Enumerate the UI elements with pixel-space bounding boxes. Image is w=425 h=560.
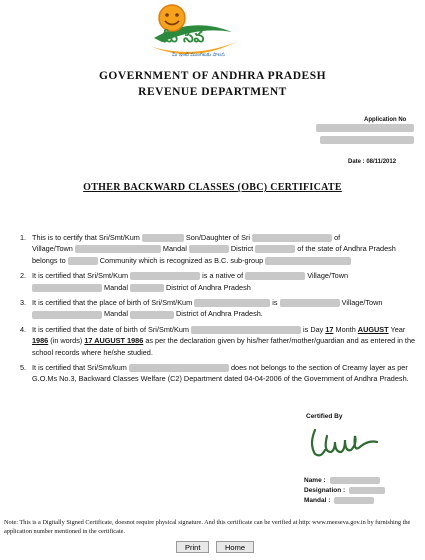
name-field [304,476,385,486]
p2-text: Mandal [104,282,128,292]
issue-date: Date : 08/11/2012 [348,159,397,165]
native-village-redacted [245,272,305,280]
p4-text: Month [335,324,356,334]
p1-text: Mandal [162,244,187,254]
certified-by-label: Certified By [306,413,343,420]
birth-year: 1986 [32,336,49,346]
p1-text: belongs to [32,255,66,265]
verification-note: Note: This is a Digitally Signed Certificate, doesnot require physical signature. And this certificate can be verified at http: www.meeseva.gov.in by furnishing the application number mentioned in the certificate. [4,519,411,535]
paragraph-1 [20,232,420,266]
community-redacted [68,257,98,265]
p3-text: is [272,298,278,308]
paragraph-4 [20,324,420,358]
p1-text: of [334,233,341,242]
name-label: Name : [304,477,326,484]
designation-label: Designation : [304,487,346,494]
birth-date-words: 17 AUGUST 1986 [84,336,144,346]
paragraph-5 [20,362,420,385]
name-redacted [130,272,200,280]
mandal-redacted [32,311,102,319]
district-redacted [255,245,295,253]
p5-text: does not belongs to the section of Creamy layer as per G.O.Ms No.3, Backward Classes Welfare (C2) Department dated 04-04-2006 of the Government of Andhra Pradesh. [32,363,409,384]
p1-text: of the state of Andhra Pradesh [297,244,396,254]
p5-text: It is certified that Sri/Smt/kum [32,363,127,373]
p3-text: District of Andhra Pradesh. [176,309,263,319]
district-redacted [130,311,174,319]
p4-text: is Day [303,324,324,334]
paragraph-number: 5. [20,363,27,373]
mandal-redacted [189,245,229,253]
p3-text: It is certified that the place of birth of Sri/Smt/Kum [32,298,193,308]
p1-text: This is to certify that Sri/Smt/Kum [32,233,140,242]
name-redacted [142,234,184,242]
print-button[interactable]: Print [176,541,209,553]
p3-text: Village/Town [341,298,383,308]
application-no-redacted [316,124,414,132]
name-redacted [194,299,270,307]
meeseva-logo [140,2,244,68]
district-redacted [130,284,164,292]
paragraph-number: 1. [20,233,27,242]
subgroup-redacted [265,257,351,265]
paragraph-number: 4. [20,324,27,334]
paragraph-2 [20,270,420,293]
birth-day: 17 [325,324,334,334]
department-title: REVENUE DEPARTMENT [138,86,287,98]
designation-redacted [349,487,385,494]
application-no-label: Application No [364,117,407,123]
designation-field [304,486,385,496]
name-redacted [191,326,301,334]
p2-text: Village/Town [307,271,349,281]
paragraph-3 [20,297,420,320]
p2-text: District of Andhra Pradesh [166,282,251,292]
p3-text: Mandal [104,309,128,319]
logo-tagline: మీ ఇంటి ముంగిటకు పాలన [172,52,225,58]
name-redacted [129,364,229,372]
p2-text: is a native of [202,271,244,281]
mandal-redacted [334,497,374,504]
birth-month: AUGUST [357,324,389,334]
p4-text: as per the declaration given by his/her father/mother/guardian and as entered in the school records where he/she studied. [32,336,416,357]
certificate-body [20,232,420,389]
paragraph-number: 2. [20,271,27,281]
birth-village-redacted [280,299,340,307]
p4-text: (in words) [50,336,83,346]
p1-text: Son/Daughter of Sri [185,233,251,242]
mandal-field [304,496,385,506]
village-redacted [75,245,161,253]
application-no-redacted-2 [320,136,414,144]
mandal-label: Mandal : [304,497,331,504]
p1-text: District [230,244,254,254]
p1-text: Village/Town [32,244,73,254]
home-button[interactable]: Home [216,541,254,553]
p2-text: It is certified that Sri/Smt/Kum [32,271,129,281]
signatory-fields [304,476,385,506]
signature [305,422,387,462]
father-name-redacted [252,234,332,242]
p4-text: It is certified that the date of birth of Sri/Smt/Kum [32,324,189,334]
name-redacted [330,477,380,484]
paragraph-number: 3. [20,298,27,308]
mandal-redacted [32,284,102,292]
p1-text: Community which is recognized as B.C. sub-group [99,255,264,265]
certificate-title: OTHER BACKWARD CLASSES (OBC) CERTIFICATE [83,182,342,193]
signature-icon [305,422,387,462]
p4-text: Year [390,324,406,334]
government-title: GOVERNMENT OF ANDHRA PRADESH [98,70,327,82]
logo-text: మీ సేవ [162,28,205,46]
